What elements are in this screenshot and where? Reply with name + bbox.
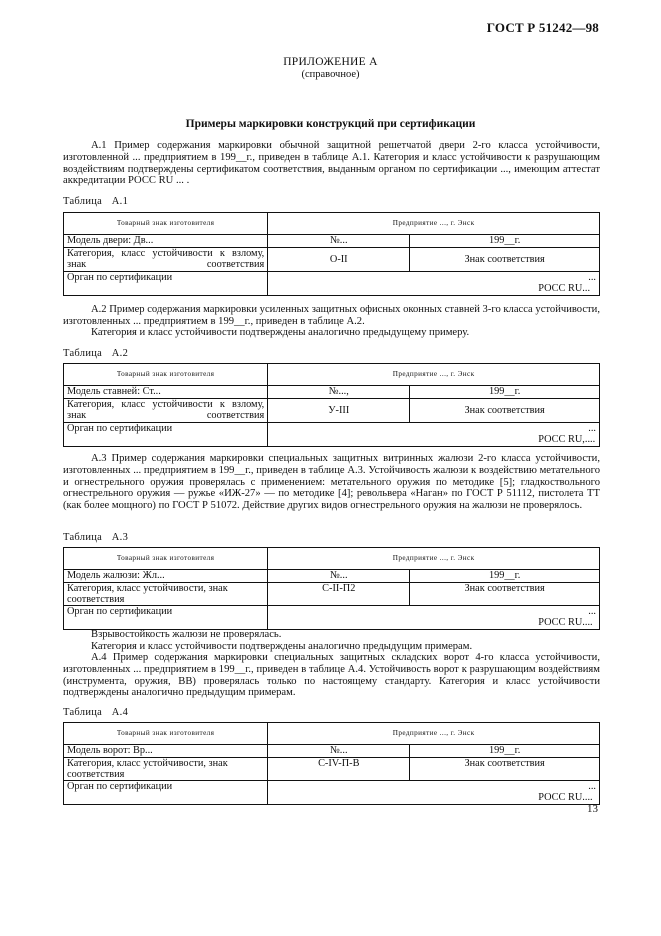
table-cell-org-value [268,272,600,296]
table-cell-conformity-mark: Знак соответствия [410,583,600,606]
table-head-company: Предприятие ..., г. Энск [268,364,600,386]
table-cell-org-label: Орган по сертификации [64,781,268,805]
table-cell-model: Модель двери: Дв... [64,235,268,248]
table-cell-category-label: Категория, класс устойчивости к взлому, знак соответствия [64,248,268,272]
table-cell-conformity-mark: Знак соответствия [410,399,600,423]
table-a2 [63,363,600,447]
table-cell-number: №... [268,745,410,758]
table-cell-model: Модель жалюзи: Жл... [64,570,268,583]
table-a4 [63,722,600,805]
table-label-a4 [63,707,128,718]
table-cell-year: 199__г. [410,570,600,583]
table-head-trademark: Товарный знак изготовителя [64,364,268,386]
table-cell-org-label: Орган по сертификации [64,272,268,296]
paragraph-a2: А.2 Пример содержания маркировки усиленных защитных офисных оконных ставней 3-го класса устойчивости, изготовленных ... предприятием в 199__г., приведен в таблице А.2. [63,304,601,327]
table-cell-year: 199__г. [410,235,600,248]
table-label-number: А.3 [111,532,129,543]
table-cell-category-value: С-II-П2 [268,583,410,606]
table-cell-org-label: Орган по сертификации [64,606,268,630]
org-dots: ... [588,781,596,792]
table-cell-category-label: Категория, класс устойчивости, знак соответствия [64,583,268,606]
table-cell-org-label: Орган по сертификации [64,423,268,447]
table-label-word: Таблица [63,532,103,543]
table-head-company: Предприятие ..., г. Энск [268,723,600,745]
table-head-company: Предприятие ..., г. Энск [268,548,600,570]
table-cell-number: №... [268,570,410,583]
appendix-title: ПРИЛОЖЕНИЕ А [283,56,378,68]
table-a1 [63,212,600,296]
table-cell-conformity-mark: Знак соответствия [410,758,600,781]
table-label-a3 [63,532,128,543]
table-cell-number: №..., [268,386,410,399]
table-cell-model: Модель ставней: Ст... [64,386,268,399]
table-cell-conformity-mark: Знак соответствия [410,248,600,272]
table-head-trademark: Товарный знак изготовителя [64,548,268,570]
table-head-trademark: Товарный знак изготовителя [64,213,268,235]
table-label-number: А.4 [111,707,129,718]
table-cell-model: Модель ворот: Вр... [64,745,268,758]
table-head-trademark: Товарный знак изготовителя [64,723,268,745]
table-cell-category-label: Категория, класс устойчивости к взлому, знак соответствия [64,399,268,423]
table-cell-category-value: У-III [268,399,410,423]
table-cell-org-value [268,606,600,630]
section-title: Примеры маркировки конструкций при сертификации [185,118,476,130]
paragraph-a3: А.3 Пример содержания маркировки специальных защитных витринных жалюзи 2-го класса устойчивости, изготовленных ... предприятием в 199__г., приведен в таблице А.3. Устойчивость жалюзи к воздействию метательного и огнестрельного оружия проверялась с применением: метательного оружия по методике [5]; гладкоствольного огнестрельного оружия — ружье «ИЖ-27» — по методике [4]; револьвера «Наган» по ГОСТ Р 51112, пистолета ТТ (как более мощного) по ГОСТ Р 51072. Действие других видов огнестрельного оружия на жалюзи не проверялось. [63,453,600,512]
table-cell-category-value: О-II [268,248,410,272]
table-a3 [63,547,600,630]
table-label-number: А.1 [111,196,129,207]
table-cell-year: 199__г. [410,745,600,758]
document-header: ГОСТ Р 51242—98 [486,20,599,35]
org-code: РОСС RU,.... [538,434,596,445]
org-code: РОСС RU.... [538,617,593,628]
table-cell-number: №... [268,235,410,248]
table-cell-org-value [268,781,600,805]
paragraph-a1: А.1 Пример содержания маркировки обычной защитной решетчатой двери 2-го класса устойчивости, изготовленной ... предприятием в 199__г., приведен в таблице А.1. Категория и класс устойчивости к разрушающим воздействиям подтверждены сертификатом соответствия, выданным органом по сертификации ..., имеющим аттестат аккредитации РОСС RU ... . [63,140,600,187]
paragraph-a3-note: Категория и класс устойчивости подтверждены аналогично предыдущим примерам. [91,641,473,652]
table-cell-org-value [268,423,600,447]
table-label-word: Таблица [63,348,103,359]
org-code: РОСС RU... [538,283,591,294]
table-label-word: Таблица [63,707,103,718]
table-label-a1 [63,196,128,207]
org-dots: ... [588,606,596,617]
org-dots: ... [588,272,596,283]
table-cell-category-label: Категория, класс устойчивости, знак соответствия [64,758,268,781]
table-label-a2 [63,348,128,359]
table-label-word: Таблица [63,196,103,207]
paragraph-a4: А.4 Пример содержания маркировки специальных защитных складских ворот 4-го класса устойчивости, изготовленных ... предприятием в 199__г., приведен в таблице А.4. Устойчивость ворот к разрушающим воздействиям (инструмента, оружия, ВВ) проверялась только по настоящему стандарту. Категория и класс устойчивости подтверждены аналогично предыдущим примерам. [63,652,600,699]
table-head-company: Предприятие ..., г. Энск [268,213,600,235]
paragraph-a2-note: Категория и класс устойчивости подтверждены аналогично предыдущему примеру. [91,327,470,338]
table-cell-category-value: С-IV-П-В [268,758,410,781]
table-label-number: А.2 [111,348,129,359]
table-cell-year: 199__г. [410,386,600,399]
page-number: 13 [587,803,598,815]
paragraph-a3-blast: Взрывостойкость жалюзи не проверялась. [91,629,282,640]
org-dots: ... [588,423,596,434]
org-code: РОСС RU.... [538,792,593,803]
appendix-subtitle: (справочное) [301,69,360,80]
